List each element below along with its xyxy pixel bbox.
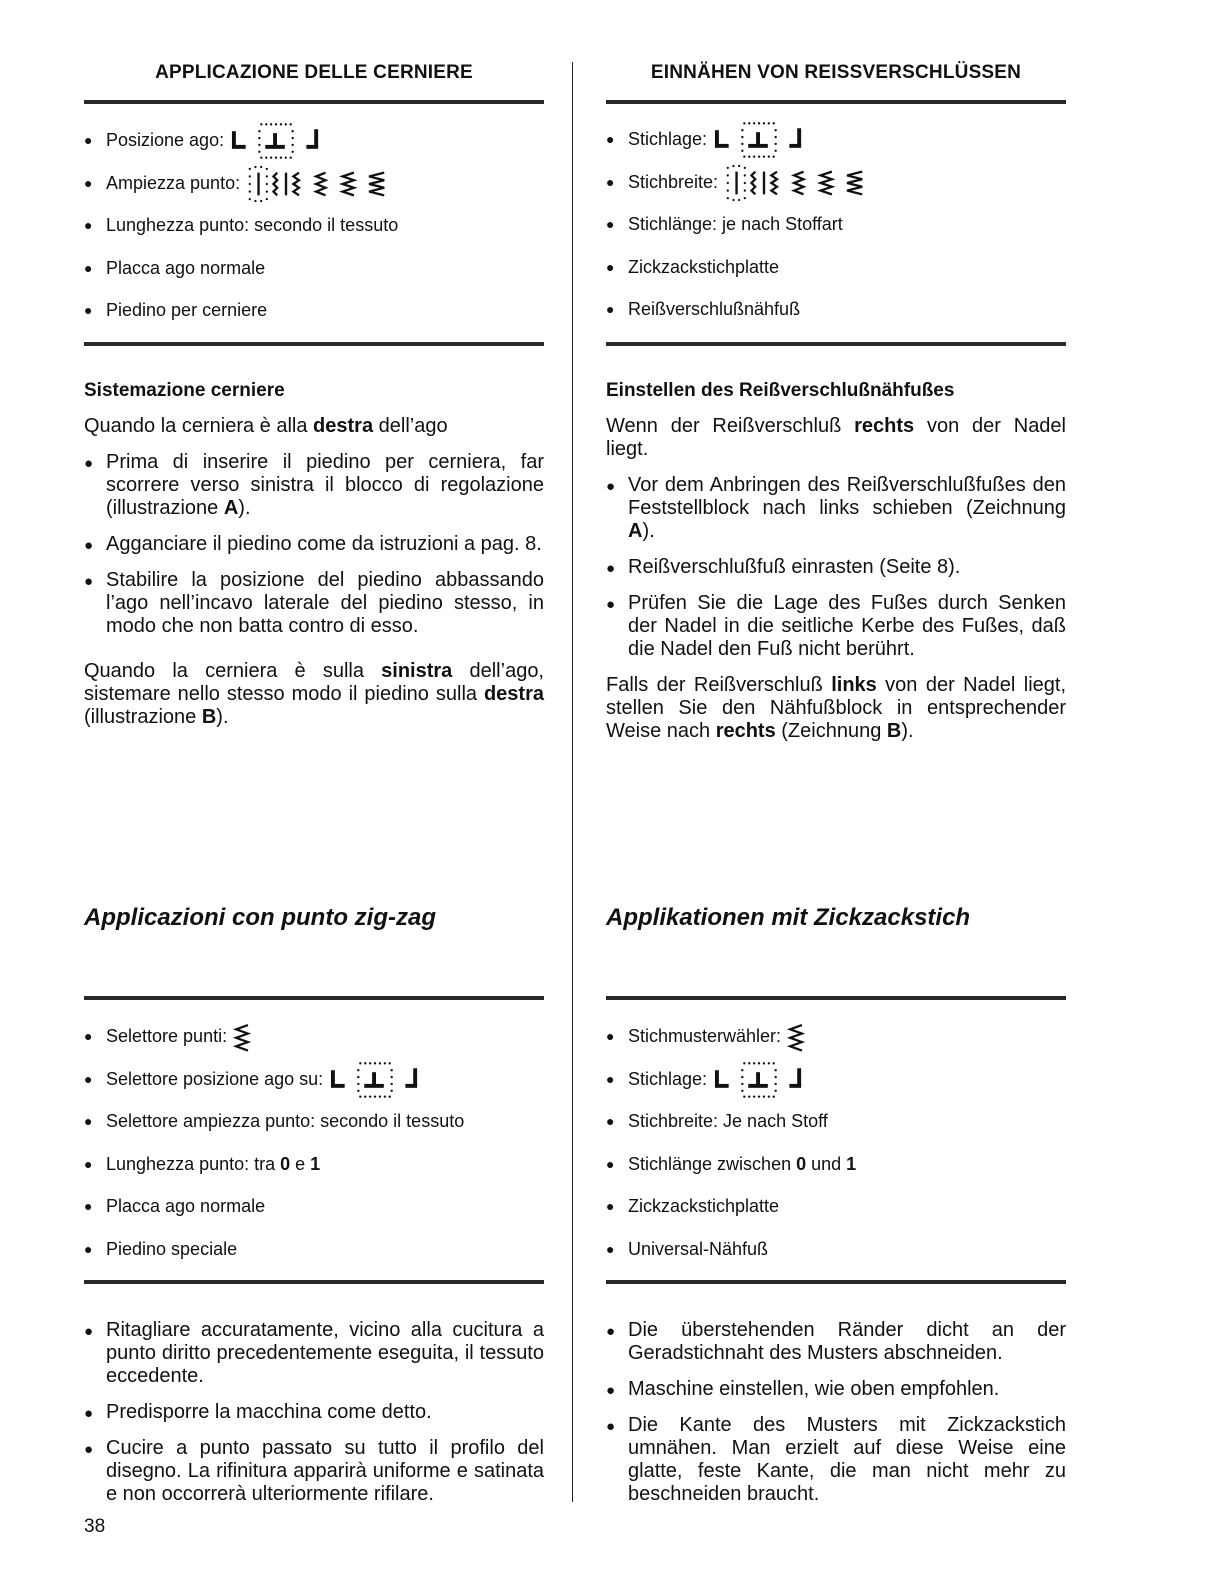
rule (84, 996, 544, 1000)
setting-needle-plate: ● Placca ago normale (84, 1185, 544, 1228)
rule (84, 100, 544, 104)
needle-position-icon (230, 121, 324, 161)
list-item: ● Maschine einstellen, wie oben empfohlen. (606, 1378, 1066, 1401)
list-item: ● Stabilire la posizione del piedino abbassando l’ago nell’incavo laterale del piedino stesso, in modo che non batta contro di esso. (84, 569, 544, 638)
setting-stitch-width: ● Stichbreite: (606, 161, 1066, 204)
list-item: ● Reißverschlußfuß einrasten (Seite 8). (606, 556, 1066, 579)
zipper-instructions (606, 379, 1066, 756)
needle-position-icon (713, 120, 807, 160)
rule (84, 1280, 544, 1284)
setting-needle-position: ● Stichlage: (606, 118, 1066, 161)
setting-needle-plate: ● Placca ago normale (84, 247, 544, 290)
list-item: ● Ritagliare accuratamente, vicino alla cucitura a punto diritto precedentemente eseguita, il tessuto eccedente. (84, 1319, 544, 1388)
setting-stitch-length: ● Stichlänge: je nach Stoffart (606, 203, 1066, 246)
list-item: ● Die Kante des Musters mit Zickzackstich umnähen. Man erzielt auf diese Weise eine glatte, feste Kante, die man nicht mehr zu beschneiden braucht. (606, 1414, 1066, 1506)
instruction-list (606, 1319, 1066, 1506)
setting-presser-foot: ● Universal-Nähfuß (606, 1228, 1066, 1271)
setting-stitch-length: ● Stichlänge zwischen 0 und 1 (606, 1143, 1066, 1186)
section-title: Applicazioni con punto zig-zag (84, 904, 436, 931)
paragraph: Quando la cerniera è sulla sinistra dell’ago, sistemare nello stesso modo il piedino sulla destra (illustrazione B). (84, 660, 544, 728)
list-item: ● Die überstehenden Ränder dicht an der Geradstichnaht des Musters abschneiden. (606, 1319, 1066, 1365)
list-item: ● Prima di inserire il piedino per cerniera, far scorrere verso sinistra il blocco di regolazione (illustrazione A). (84, 451, 544, 520)
setting-stitch-length: ● Lunghezza punto: tra 0 e 1 (84, 1143, 544, 1186)
setting-stitch-selector: ● Stichmusterwähler: (606, 1015, 1066, 1058)
setting-needle-plate: ● Zickzackstichplatte (606, 1185, 1066, 1228)
list-item: ● Vor dem Anbringen des Reißverschlußfußes den Feststellblock nach links schieben (Zeichnung A). (606, 474, 1066, 543)
settings-list (84, 1015, 544, 1271)
sub-heading: Einstellen des Reißverschlußnähfußes (606, 380, 955, 401)
list-item: ● Cucire a punto passato su tutto il profilo del disegno. La rifinitura apparirà uniforme e satinata e non occorrerà ulteriormente rifilare. (84, 1437, 544, 1506)
setting-stitch-selector: ● Selettore punti: (84, 1015, 544, 1058)
rule (84, 342, 544, 346)
zigzag-stitch-icon (787, 1020, 805, 1054)
paragraph: Falls der Reißverschluß links von der Nadel liegt, stellen Sie den Nähfußblock in entsprechender Weise nach rechts (Zeichnung B). (606, 674, 1066, 742)
rule (606, 342, 1066, 346)
setting-presser-foot: ● Piedino speciale (84, 1228, 544, 1271)
list-item: ● Prüfen Sie die Lage des Fußes durch Senken der Nadel in die seitliche Kerbe des Fußes, daß die Nadel den Fuß nicht berührt. (606, 592, 1066, 661)
applique-instructions (606, 1319, 1066, 1519)
list-item: ● Agganciare il piedino come da istruzioni a pag. 8. (84, 533, 544, 556)
setting-presser-foot: ● Reißverschlußnähfuß (606, 288, 1066, 331)
instruction-list (606, 474, 1066, 661)
paragraph: Quando la cerniera è alla destra dell’ago (84, 415, 448, 437)
zipper-instructions (84, 379, 544, 742)
instruction-list (84, 1319, 544, 1506)
applique-instructions (84, 1319, 544, 1519)
setting-needle-position: ● Posizione ago: (84, 119, 544, 162)
rule (606, 1280, 1066, 1284)
setting-needle-plate: ● Zickzackstichplatte (606, 246, 1066, 289)
column-divider (572, 62, 573, 1502)
settings-list (606, 1015, 1066, 1271)
sub-heading: Sistemazione cerniere (84, 380, 285, 401)
setting-needle-position: ● Stichlage: (606, 1058, 1066, 1101)
paragraph: Wenn der Reißverschluß rechts von der Nadel liegt. (606, 415, 1066, 460)
settings-list (606, 118, 1066, 331)
list-item: ● Predisporre la macchina come detto. (84, 1401, 544, 1424)
rule (606, 100, 1066, 104)
section-header: EINNÄHEN VON REISSVERSCHLÜSSEN (650, 62, 1022, 83)
setting-needle-position: ● Selettore posizione ago su: (84, 1058, 544, 1101)
setting-presser-foot: ● Piedino per cerniere (84, 289, 544, 332)
zigzag-stitch-icon (233, 1020, 251, 1054)
page-number: 38 (84, 1516, 106, 1537)
setting-stitch-width: ● Selettore ampiezza punto: secondo il tessuto (84, 1100, 544, 1143)
settings-list (84, 119, 544, 332)
stitch-width-icon (246, 164, 388, 204)
stitch-width-icon (724, 163, 866, 203)
section-header: APPLICAZIONE DELLE CERNIERE (155, 62, 473, 83)
needle-position-icon (713, 1060, 807, 1100)
rule (606, 996, 1066, 1000)
section-title: Applikationen mit Zickzackstich (606, 904, 971, 931)
instruction-list (84, 451, 544, 638)
setting-stitch-width: ● Stichbreite: Je nach Stoff (606, 1100, 1066, 1143)
needle-position-icon (329, 1060, 423, 1100)
setting-stitch-length: ● Lunghezza punto: secondo il tessuto (84, 204, 544, 247)
setting-stitch-width: ● Ampiezza punto: (84, 162, 544, 205)
